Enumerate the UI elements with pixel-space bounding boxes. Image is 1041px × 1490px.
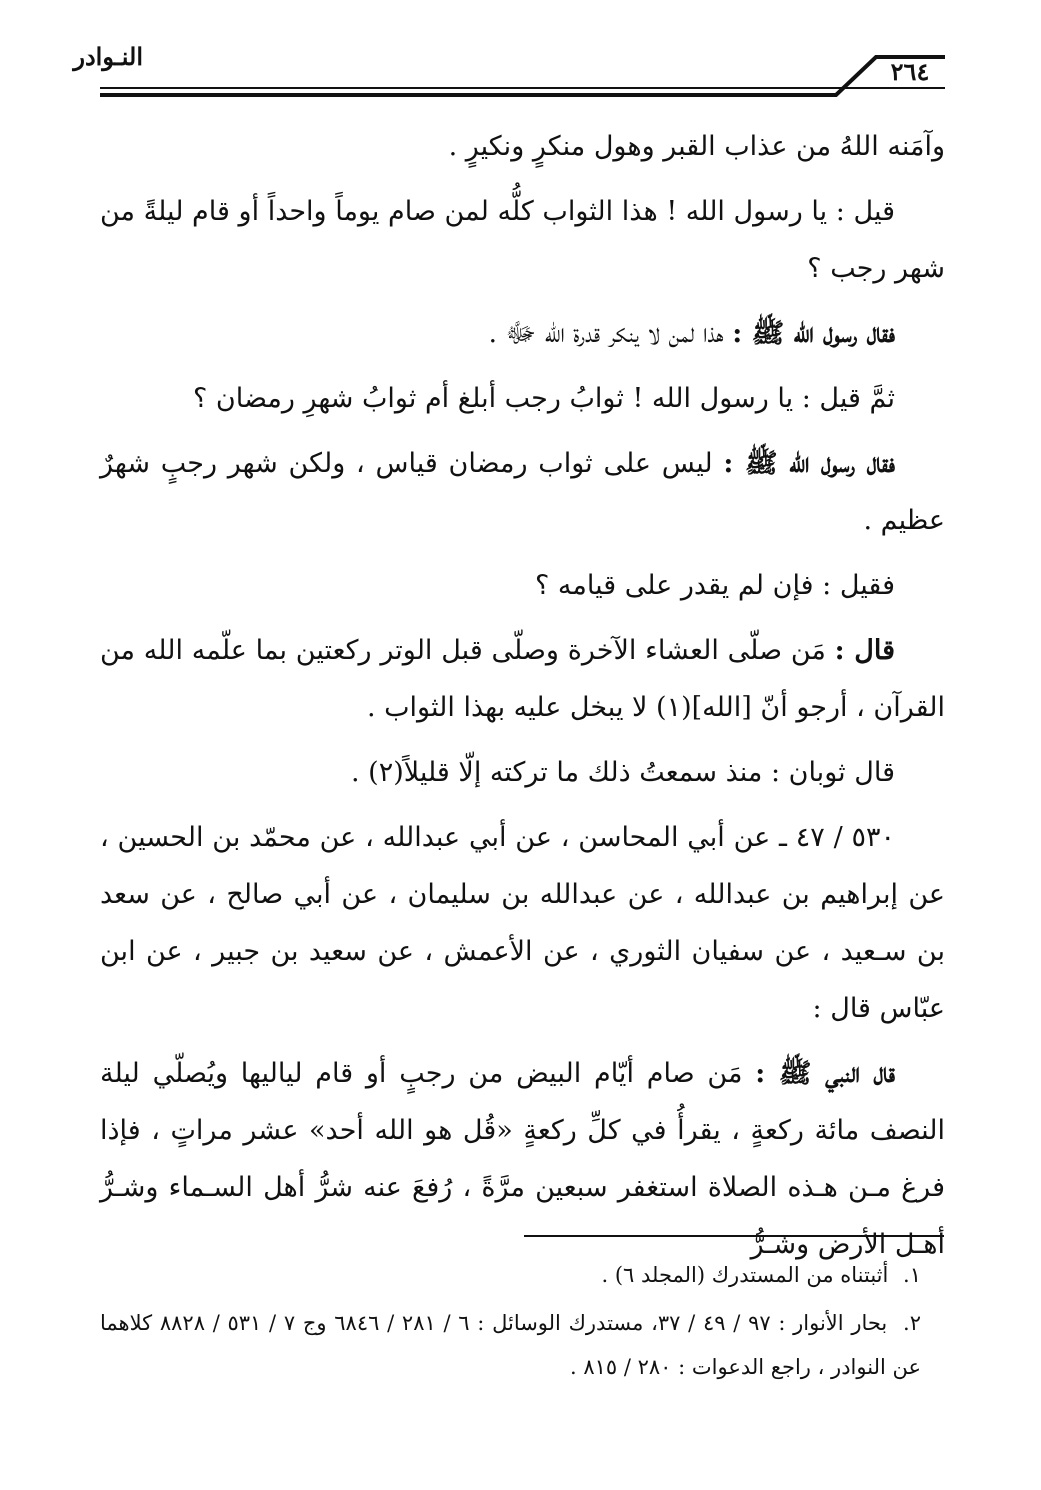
paragraph <box>100 370 945 427</box>
speaker-lead: فقال رسول الله ﷺ : <box>723 448 895 479</box>
paragraph <box>100 557 945 614</box>
footnote <box>100 1253 945 1297</box>
paragraph-text: ليس على ثواب رمضان قياس ، ولكن شهر رجبٍ شهرٌ عظيم . <box>100 448 945 536</box>
hadith-isnad <box>100 809 945 1037</box>
paragraph <box>100 622 945 736</box>
paragraph <box>100 183 945 297</box>
paragraph <box>100 435 945 549</box>
paragraph <box>100 118 945 175</box>
paragraph-text: مَن صام أيّام البيض من رجبٍ أو قام لياليها ويُصلّي ليلة النصف مائة ركعةٍ ، يقرأُ في كلِّ ركعةٍ «قُل هو الله أحد» عشر مراتٍ ، فإذا فرغ مـن هـذه الصلاة استغفر سبعين مرَّةً ، رُفعَ عنه شرُّ أهل السـماء وشـرُّ أهـل الأرض وشـرُّ <box>100 1058 945 1260</box>
speaker-lead: قال النبي ﷺ : <box>755 1058 896 1089</box>
paragraph-text: هذا لمن لا ينكر قدرة الله ﷻ . <box>488 318 724 349</box>
paragraph <box>100 305 945 362</box>
footnote-text: أثبتناه من المستدرك (المجلد ٦) . <box>601 1263 889 1287</box>
paragraph-text: ثمَّ قيل : يا رسول الله ! ثوابُ رجب أبلغ أم ثوابُ شهرِ رمضان ؟ <box>192 383 895 414</box>
speaker-lead: قال : <box>834 635 895 666</box>
speaker-lead: فقال رسول الله ﷺ : <box>732 318 895 349</box>
footnote-separator <box>524 1235 944 1237</box>
footnote-text: بحار الأنوار : ٩٧ / ٤٩ / ٣٧، مستدرك الوسائل : ٦ / ٢٨١ / ٦٨٤٦ وج ٧ / ٥٣١ / ٨٨٢٨ كلاهما عن النوادر ، راجع الدعوات : ٢٨٠ / ٨١٥ . <box>100 1311 921 1379</box>
footnote-number: ١. <box>903 1263 921 1287</box>
paragraph <box>100 1045 945 1273</box>
page-number: ٢٦٤ <box>890 57 930 86</box>
header-rules <box>0 0 1041 110</box>
paragraph <box>100 744 945 801</box>
paragraph-text: ٥٣٠ / ٤٧ ـ عن أبي المحاسن ، عن أبي عبدالله ، عن محمّد بن الحسين ، عن إبراهيم بن عبدالله ، عن عبدالله بن سليمان ، عن أبي صالح ، عن سعد بن سـعيد ، عن سفيان الثوري ، عن الأعمش ، عن سعيد بن جبير ، عن ابن عبّاس قال : <box>100 822 945 1024</box>
main-text <box>100 118 945 1281</box>
footnote-number: ٢. <box>903 1311 921 1335</box>
paragraph-text: قال ثوبان : منذ سمعتُ ذلك ما تركته إلّا قليلاً(٢) . <box>350 757 895 788</box>
header-rule-thick <box>100 57 945 95</box>
paragraph-text: قيل : يا رسول الله ! هذا الثواب كلُّه لمن صام يوماً واحداً أو قام ليلةً من شهر رجب ؟ <box>100 196 945 284</box>
paragraph-text: مَن صلّى العشاء الآخرة وصلّى قبل الوتر ركعتين بما علّمه الله من القرآن ، أرجو أنّ [الله](١) لا يبخل عليه بهذا الثواب . <box>100 635 945 723</box>
footnote <box>100 1301 945 1389</box>
paragraph-text: فقيل : فإن لم يقدر على قيامه ؟ <box>535 570 895 601</box>
paragraph-text: وآمَنه اللهُ من عذاب القبر وهول منكرٍ ونكيرٍ . <box>448 131 945 162</box>
footnotes <box>100 1253 945 1393</box>
running-title: النـوادر <box>73 42 143 71</box>
